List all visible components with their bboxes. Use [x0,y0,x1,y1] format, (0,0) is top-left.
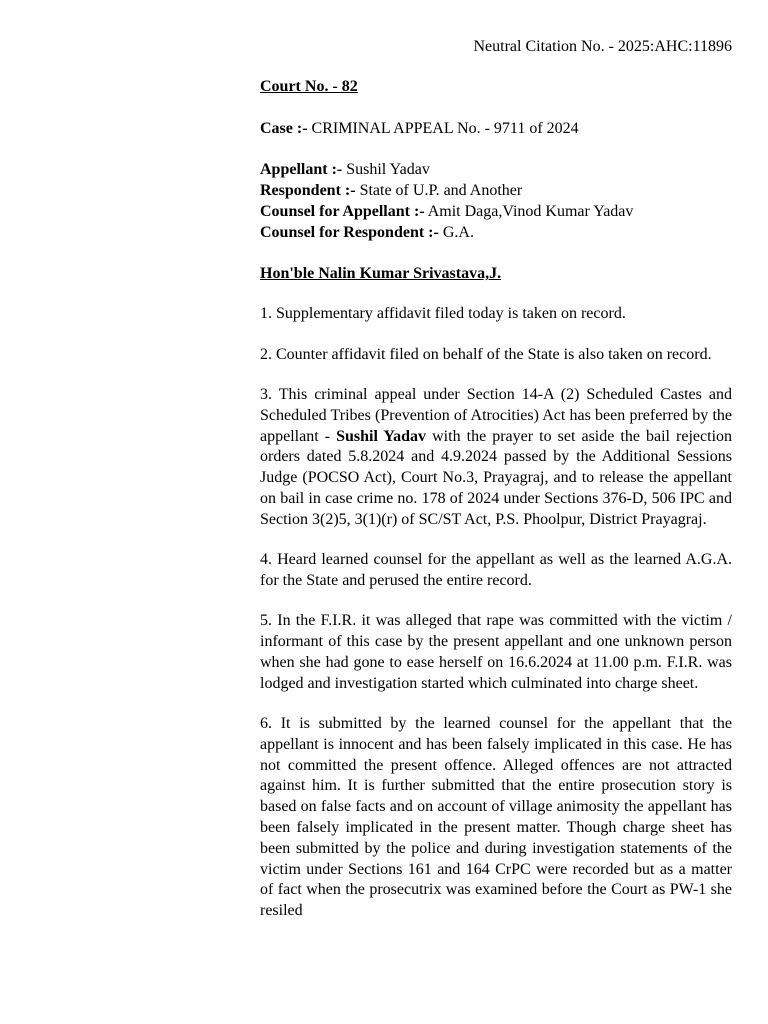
neutral-citation: Neutral Citation No. - 2025:AHC:11896 [473,38,732,55]
respondent-value: State of U.P. and Another [355,181,523,199]
appellant-label: Appellant :- [260,161,343,179]
respondent-line [260,181,732,202]
order-body [260,77,732,922]
counsel-appellant-value: Amit Daga,Vinod Kumar Yadav [424,202,634,220]
counsel-respondent-label: Counsel for Respondent :- [260,223,439,241]
judge-name-text: Hon'ble Nalin Kumar Srivastava,J. [260,265,502,283]
paragraph-3 [260,385,732,531]
case-value: CRIMINAL APPEAL No. - 9711 of 2024 [307,119,579,137]
paragraph-1: 1. Supplementary affidavit filed today is taken on record. [260,305,626,323]
counsel-appellant-line [260,202,732,223]
court-number [260,77,732,98]
counsel-appellant-label: Counsel for Appellant :- [260,202,425,220]
paragraph-2: 2. Counter affidavit filed on behalf of the State is also taken on record. [260,345,712,363]
appellant-name-bold: Sushil Yadav [336,427,427,445]
judge-name [260,264,732,285]
paragraph-4: 4. Heard learned counsel for the appellant as well as the learned A.G.A. for the State and perused the entire record. [260,551,732,589]
counsel-respondent-value: G.A. [438,223,474,241]
paragraph-5: 5. In the F.I.R. it was alleged that rape was committed with the victim / informant of this case by the present appellant and one unknown person when she had gone to ease herself on 16.6.2024 at 11.00 p.m. F.I.R. was lodged and investigation started which culminated into charge sheet. [260,612,732,692]
appellant-value: Sushil Yadav [342,161,430,179]
paragraph-6: 6. It is submitted by the learned counsel for the appellant that the appellant is innocent and has been falsely implicated in this case. He has not committed the present offence. Alleged offences are not attracted against him. It is further submitted that the entire prosecution story is based on false facts and on account of village animosity the appellant has been falsely implicated in the present matter. Though charge sheet has been submitted by the police and during investigation statements of the victim under Sections 161 and 164 CrPC were recorded but as a matter of fact when the prosecutrix was examined before the Court as PW-1 she resiled [260,714,732,920]
court-number-text: Court No. - 82 [260,78,358,95]
case-line [260,119,732,140]
paragraph-3-end: with the prayer to set aside the bail rejection orders dated 5.8.2024 and 4.9.2024 passed by the Additional Sessions Judge (POCSO Act), Court No.3, Prayagraj, and to release the appellant on bail in case crime no. 178 of 2024 under Sections 376-D, 506 IPC and Section 3(2)5, 3(1)(r) of SC/ST Act, P.S. Phoolpur, District Prayagraj. [260,427,733,528]
respondent-label: Respondent :- [260,181,356,199]
counsel-respondent-line [260,223,732,244]
case-label: Case :- [260,119,308,137]
appellant-line [260,160,732,181]
paragraph-3-start: 3. This criminal appeal under Section 14-A (2) Scheduled Castes and Scheduled Tribes (Prevention of Atrocities) Act has been preferred by the appellant - [260,386,732,445]
